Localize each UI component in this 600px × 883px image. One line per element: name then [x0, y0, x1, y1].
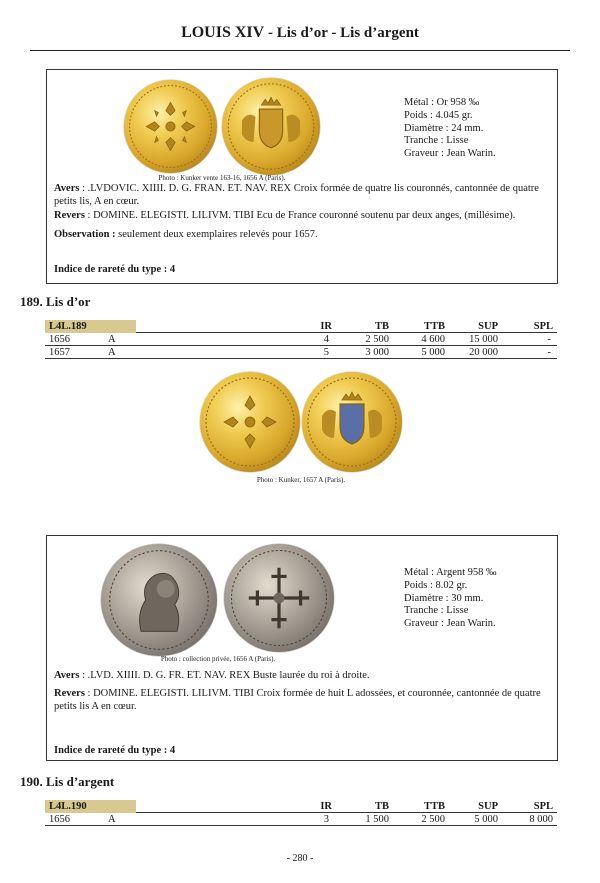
silver-coin-obverse-image — [101, 544, 217, 656]
silver-coin-photo-caption: Photo : collection privée, 1656 A (Paris). — [160, 655, 276, 663]
section-190-heading: 190. Lis d’argent — [20, 774, 115, 789]
gold-coin-1657-reverse-image — [302, 372, 402, 472]
col-sup: SUP — [478, 321, 498, 332]
silver-coin-specs — [404, 567, 497, 631]
gold-coin-description — [54, 182, 552, 242]
edge-spec: Tranche : Lisse — [404, 605, 469, 617]
diameter-spec: Diamètre : 24 mm. — [404, 122, 484, 134]
gold-coin-obverse-image — [124, 80, 217, 173]
price-table-190 — [45, 800, 557, 826]
silver-coin-info-box — [46, 535, 558, 761]
title-divider — [30, 50, 570, 51]
gold-coin-info-box — [46, 69, 558, 284]
gold-coin-reverse-image — [222, 78, 320, 175]
weight-spec: Poids : 8.02 gr. — [404, 579, 468, 591]
col-spl: SPL — [533, 801, 553, 812]
gold-rarity-index: Indice de rareté du type : 4 — [54, 264, 176, 275]
silver-coin-description — [54, 669, 552, 714]
page-title-main: LOUIS XIV — [181, 24, 265, 41]
engraver-spec: Graveur : Jean Warin. — [404, 148, 496, 160]
gold-coin-1657-photo-caption: Photo : Kunker, 1657 A (Paris). — [256, 476, 346, 484]
col-ir: IR — [320, 801, 332, 812]
reverse-description: Revers : DOMINE. ELEGISTI. LILIVM. TIBI Ecu de France couronné soutenu par deux anges, (millésime). — [54, 210, 516, 221]
silver-coin-reverse-image — [224, 544, 334, 652]
gold-coin-photo-caption: Photo : Kunker vente 163-16, 1656 A (Paris). — [158, 174, 286, 182]
col-spl: SPL — [533, 321, 553, 332]
gold-coin-specs — [404, 97, 496, 161]
page-number: - 280 - — [286, 853, 314, 864]
col-ttb: TTB — [423, 801, 445, 812]
gold-coin-1657-obverse-image — [200, 372, 300, 472]
edge-spec: Tranche : Lisse — [404, 135, 469, 147]
page-title — [0, 24, 600, 42]
observation-note: Observation : seulement deux exemplaires relevés pour 1657. — [54, 229, 318, 240]
col-sup: SUP — [478, 801, 498, 812]
col-ir: IR — [320, 321, 332, 332]
page-title-rest: - Lis d’or - Lis d’argent — [264, 25, 419, 41]
engraver-spec: Graveur : Jean Warin. — [404, 618, 496, 630]
table-header-row — [45, 800, 557, 813]
col-tb: TB — [374, 321, 389, 332]
obverse-description: Avers : .LVD. XIIII. D. G. FR. ET. NAV. REX Buste laurée du roi à droite. — [54, 670, 370, 681]
col-ttb: TTB — [423, 321, 445, 332]
metal-spec: Métal : Or 958 ‰ — [404, 97, 480, 108]
col-tb: TB — [374, 801, 389, 812]
table-row: 1656 A 3 1 500 2 500 5 000 8 000 — [45, 813, 557, 826]
diameter-spec: Diamètre : 30 mm. — [404, 592, 484, 604]
table-row: 1657 A 5 3 000 5 000 20 000 - — [45, 346, 557, 359]
table-row: 1656 A 4 2 500 4 600 15 000 - — [45, 333, 557, 346]
reverse-description: Revers : DOMINE. ELEGISTI. LILIVM. TIBI Croix formée de huit L adossées, et couronnée, cantonnée de quatre petits lis A en cœur. — [54, 688, 541, 712]
catalog-reference: L4L.189 — [45, 320, 136, 333]
table-header-row — [45, 320, 557, 333]
section-189-heading: 189. Lis d’or — [20, 294, 91, 309]
catalog-reference: L4L.190 — [45, 800, 136, 813]
obverse-description: Avers : .LVDOVIC. XIIII. D. G. FRAN. ET. NAV. REX Croix formée de quatre lis couronnés, cantonnée de quatre petits lis, A en cœur. — [54, 183, 539, 207]
metal-spec: Métal : Argent 958 ‰ — [404, 567, 497, 578]
weight-spec: Poids : 4.045 gr. — [404, 109, 473, 121]
price-table-189 — [45, 320, 557, 359]
silver-rarity-index: Indice de rareté du type : 4 — [54, 745, 176, 756]
